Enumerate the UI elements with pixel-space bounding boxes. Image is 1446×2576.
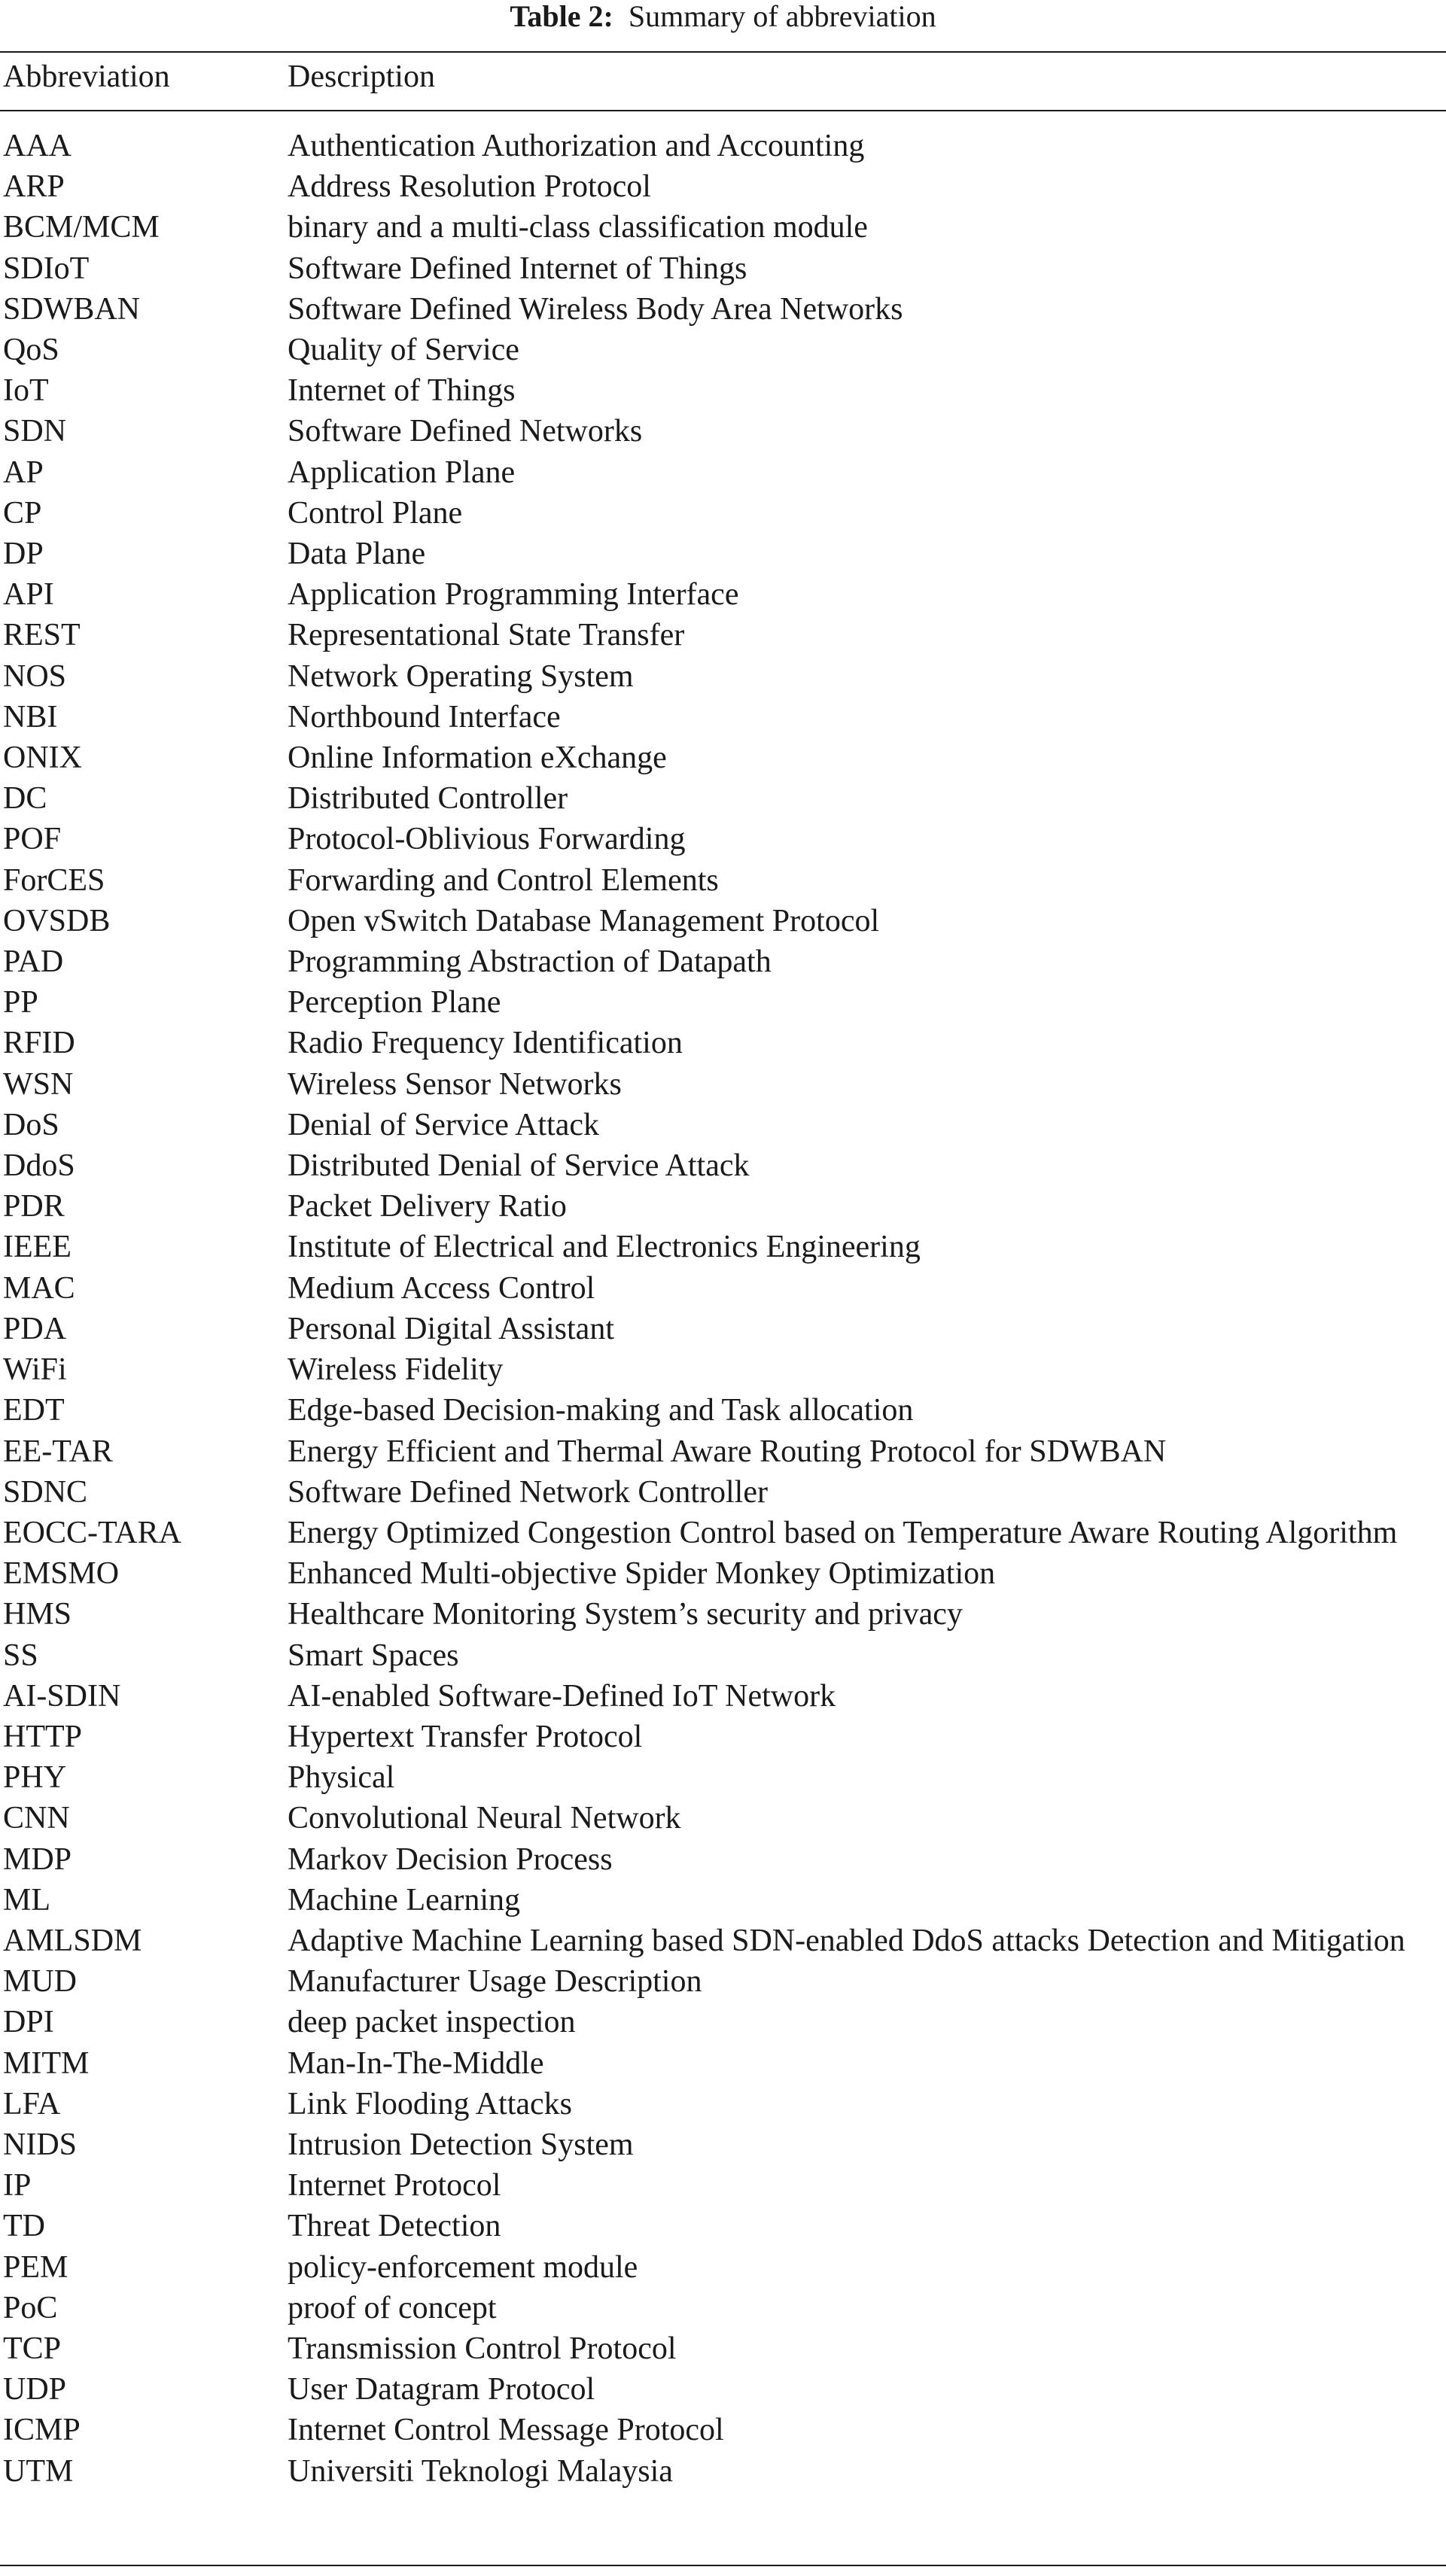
table-row — [0, 1594, 1446, 1635]
header-description: Description — [288, 59, 435, 94]
description-cell: binary and a multi-class classification module — [288, 210, 868, 245]
table-row — [0, 819, 1446, 859]
table-row — [0, 1880, 1446, 1921]
abbreviation-cell: HMS — [3, 1597, 72, 1632]
table-row — [0, 1921, 1446, 1961]
description-cell: Edge-based Decision-making and Task allocation — [288, 1393, 914, 1428]
description-cell: Smart Spaces — [288, 1638, 459, 1673]
description-cell: Enhanced Multi-objective Spider Monkey Optimization — [288, 1556, 996, 1592]
table-row — [0, 738, 1446, 778]
table-caption — [0, 0, 1446, 33]
description-cell: Protocol-Oblivious Forwarding — [288, 822, 686, 857]
abbreviation-cell: IP — [3, 2168, 32, 2203]
abbreviation-cell: TD — [3, 2209, 45, 2244]
table-row — [0, 1390, 1446, 1431]
description-cell: Institute of Electrical and Electronics Engineering — [288, 1230, 921, 1265]
table-row — [0, 2328, 1446, 2369]
description-cell: Online Information eXchange — [288, 741, 667, 776]
description-cell: Distributed Denial of Service Attack — [288, 1148, 750, 1184]
abbreviation-cell: DdoS — [3, 1148, 75, 1184]
table-row — [0, 1023, 1446, 1063]
description-cell: Data Plane — [288, 537, 426, 572]
description-cell: Internet Control Message Protocol — [288, 2413, 724, 2448]
abbreviation-cell: AMLSDM — [3, 1923, 142, 1958]
abbreviation-cell: PP — [3, 985, 38, 1020]
table-row — [0, 452, 1446, 493]
table-row — [0, 901, 1446, 941]
table-row — [0, 2084, 1446, 2124]
description-cell: Application Programming Interface — [288, 577, 739, 613]
abbreviation-cell: ForCES — [3, 862, 105, 898]
table-bottom-rule — [0, 2565, 1446, 2566]
description-cell: Northbound Interface — [288, 699, 561, 734]
description-cell: Authentication Authorization and Accounting — [288, 129, 865, 163]
abbreviation-cell: POF — [3, 822, 62, 857]
table-row — [0, 2247, 1446, 2288]
abbreviation-cell: ARP — [3, 169, 65, 205]
table-header — [0, 59, 1446, 95]
description-cell: Universiti Teknologi Malaysia — [288, 2453, 673, 2489]
abbreviation-cell: PoC — [3, 2290, 58, 2325]
description-cell: Address Resolution Protocol — [288, 169, 651, 205]
description-cell: Physical — [288, 1760, 395, 1796]
table-caption-text: Summary of abbreviation — [628, 0, 936, 33]
description-cell: Denial of Service Attack — [288, 1107, 600, 1142]
description-cell: deep packet inspection — [288, 2005, 576, 2040]
abbreviation-cell: ICMP — [3, 2413, 81, 2448]
description-cell: Energy Optimized Congestion Control based on Temperature Aware Routing Algorithm — [288, 1515, 1398, 1550]
description-cell: Software Defined Networks — [288, 414, 643, 449]
abbreviation-cell: DoS — [3, 1107, 59, 1142]
table-row — [0, 289, 1446, 330]
table-caption-label: Table 2: — [510, 0, 613, 33]
abbreviation-cell: RFID — [3, 1026, 75, 1061]
abbreviation-cell: TCP — [3, 2331, 62, 2366]
abbreviation-cell: AAA — [3, 129, 72, 163]
table-row — [0, 2451, 1446, 2492]
description-cell: Machine Learning — [288, 1882, 521, 1918]
table-row — [0, 615, 1446, 655]
table-row — [0, 1431, 1446, 1472]
table-body — [0, 126, 1446, 2492]
description-cell: Internet of Things — [288, 373, 516, 409]
description-cell: Hypertext Transfer Protocol — [288, 1719, 643, 1754]
table-row — [0, 982, 1446, 1023]
table-row — [0, 1472, 1446, 1513]
table-row — [0, 248, 1446, 289]
description-cell: Man-In-The-Middle — [288, 2045, 544, 2081]
abbreviation-cell: MDP — [3, 1842, 72, 1877]
abbreviation-cell: QoS — [3, 333, 59, 368]
abbreviation-cell: ONIX — [3, 741, 82, 776]
table-row — [0, 126, 1446, 166]
abbreviation-cell: WiFi — [3, 1352, 67, 1388]
table-row — [0, 778, 1446, 819]
description-cell: Wireless Sensor Networks — [288, 1066, 622, 1102]
description-cell: Transmission Control Protocol — [288, 2331, 677, 2366]
description-cell: Software Defined Wireless Body Area Networks — [288, 291, 903, 327]
table-row — [0, 2043, 1446, 2084]
table-row — [0, 1105, 1446, 1145]
abbreviation-cell: SDIoT — [3, 251, 90, 286]
abbreviation-cell: HTTP — [3, 1719, 82, 1754]
table-row — [0, 330, 1446, 370]
table-row — [0, 1676, 1446, 1717]
abbreviation-cell: ML — [3, 1882, 50, 1918]
table-row — [0, 1227, 1446, 1267]
description-cell: Internet Protocol — [288, 2168, 501, 2203]
abbreviation-cell: SDWBAN — [3, 291, 141, 327]
abbreviation-cell: DC — [3, 781, 47, 817]
table-row — [0, 1553, 1446, 1594]
table-row — [0, 411, 1446, 452]
table-row — [0, 941, 1446, 982]
abbreviation-cell: DP — [3, 537, 44, 572]
description-cell: Forwarding and Control Elements — [288, 862, 719, 898]
table-row — [0, 1717, 1446, 1757]
description-cell: Network Operating System — [288, 658, 634, 694]
table-row — [0, 1309, 1446, 1349]
abbreviation-cell: AP — [3, 455, 44, 490]
description-cell: Adaptive Machine Learning based SDN-enabled DdoS attacks Detection and Mitigation — [288, 1923, 1405, 1958]
description-cell: Quality of Service — [288, 333, 519, 368]
table-row — [0, 534, 1446, 574]
header-abbreviation: Abbreviation — [3, 59, 170, 94]
abbreviation-cell: IoT — [3, 373, 49, 409]
table-row — [0, 2206, 1446, 2246]
description-cell: Software Defined Network Controller — [288, 1474, 768, 1510]
table-row — [0, 207, 1446, 248]
abbreviation-cell: REST — [3, 618, 81, 653]
abbreviation-cell: IEEE — [3, 1230, 72, 1265]
abbreviation-cell: MAC — [3, 1270, 75, 1306]
table-row — [0, 2002, 1446, 2042]
description-cell: Representational State Transfer — [288, 618, 685, 653]
description-cell: Threat Detection — [288, 2209, 501, 2244]
abbreviation-cell: NBI — [3, 699, 58, 734]
description-cell: Markov Decision Process — [288, 1842, 613, 1877]
abbreviation-cell: NOS — [3, 658, 67, 694]
abbreviation-cell: PDA — [3, 1311, 67, 1346]
table-row — [0, 697, 1446, 738]
abbreviation-cell: UTM — [3, 2453, 74, 2489]
description-cell: policy-enforcement module — [288, 2249, 638, 2285]
description-cell: Convolutional Neural Network — [288, 1801, 681, 1836]
table-row — [0, 2410, 1446, 2450]
abbreviation-cell: SDNC — [3, 1474, 88, 1510]
abbreviation-cell: OVSDB — [3, 903, 111, 938]
description-cell: Distributed Controller — [288, 781, 568, 817]
description-cell: Intrusion Detection System — [288, 2127, 634, 2162]
abbreviation-cell: CP — [3, 495, 42, 531]
description-cell: Perception Plane — [288, 985, 501, 1020]
abbreviation-cell: UDP — [3, 2372, 67, 2407]
abbreviation-cell: LFA — [3, 2086, 61, 2121]
abbreviation-cell: SS — [3, 1638, 38, 1673]
abbreviation-cell: BCM/MCM — [3, 210, 160, 245]
abbreviation-cell: PAD — [3, 944, 64, 980]
table-header-rule — [0, 110, 1446, 111]
table-row — [0, 1186, 1446, 1227]
table-top-rule — [0, 51, 1446, 53]
abbreviation-cell: PHY — [3, 1760, 67, 1796]
abbreviation-cell: DPI — [3, 2005, 54, 2040]
abbreviation-cell: EOCC-TARA — [3, 1515, 181, 1550]
description-cell: Healthcare Monitoring System’s security and privacy — [288, 1597, 963, 1632]
description-cell: Control Plane — [288, 495, 463, 531]
abbreviation-cell: SDN — [3, 414, 67, 449]
table-row — [0, 493, 1446, 534]
table-row — [0, 1757, 1446, 1798]
description-cell: Link Flooding Attacks — [288, 2086, 572, 2121]
abbreviation-cell: EMSMO — [3, 1556, 120, 1592]
description-cell: Radio Frequency Identification — [288, 1026, 683, 1061]
table-row — [0, 1145, 1446, 1186]
description-cell: Software Defined Internet of Things — [288, 251, 747, 286]
description-cell: Open vSwitch Database Management Protocol — [288, 903, 880, 938]
abbreviation-cell: EDT — [3, 1393, 65, 1428]
description-cell: Manufacturer Usage Description — [288, 1964, 702, 2000]
abbreviation-cell: PEM — [3, 2249, 68, 2285]
table-row — [0, 1839, 1446, 1880]
table-row — [0, 1798, 1446, 1838]
table-row — [0, 2124, 1446, 2165]
table-row — [0, 2369, 1446, 2410]
table-row — [0, 1349, 1446, 1390]
abbreviation-cell: EE-TAR — [3, 1434, 113, 1469]
table-row — [0, 2165, 1446, 2206]
table-row — [0, 1635, 1446, 1676]
table-row — [0, 656, 1446, 697]
table-row — [0, 166, 1446, 207]
description-cell: Programming Abstraction of Datapath — [288, 944, 772, 980]
table-row — [0, 860, 1446, 901]
description-cell: Wireless Fidelity — [288, 1352, 504, 1388]
description-cell: Energy Efficient and Thermal Aware Routing Protocol for SDWBAN — [288, 1434, 1167, 1469]
table-row — [0, 1064, 1446, 1105]
description-cell: Medium Access Control — [288, 1270, 595, 1306]
description-cell: AI-enabled Software-Defined IoT Network — [288, 1678, 836, 1714]
table-row — [0, 574, 1446, 615]
abbreviation-cell: CNN — [3, 1801, 70, 1836]
abbreviation-cell: MITM — [3, 2045, 90, 2081]
table-row — [0, 1961, 1446, 2002]
table-row — [0, 2288, 1446, 2328]
description-cell: proof of concept — [288, 2290, 497, 2325]
abbreviation-cell: NIDS — [3, 2127, 78, 2162]
description-cell: User Datagram Protocol — [288, 2372, 595, 2407]
abbreviation-cell: API — [3, 577, 54, 613]
table-row — [0, 1268, 1446, 1309]
abbreviation-cell: PDR — [3, 1189, 65, 1224]
abbreviation-cell: MUD — [3, 1964, 78, 2000]
description-cell: Packet Delivery Ratio — [288, 1189, 567, 1224]
description-cell: Personal Digital Assistant — [288, 1311, 614, 1346]
description-cell: Application Plane — [288, 455, 516, 490]
abbreviation-cell: AI-SDIN — [3, 1678, 121, 1714]
table-row — [0, 1513, 1446, 1553]
abbreviation-cell: WSN — [3, 1066, 74, 1102]
table-row — [0, 370, 1446, 411]
